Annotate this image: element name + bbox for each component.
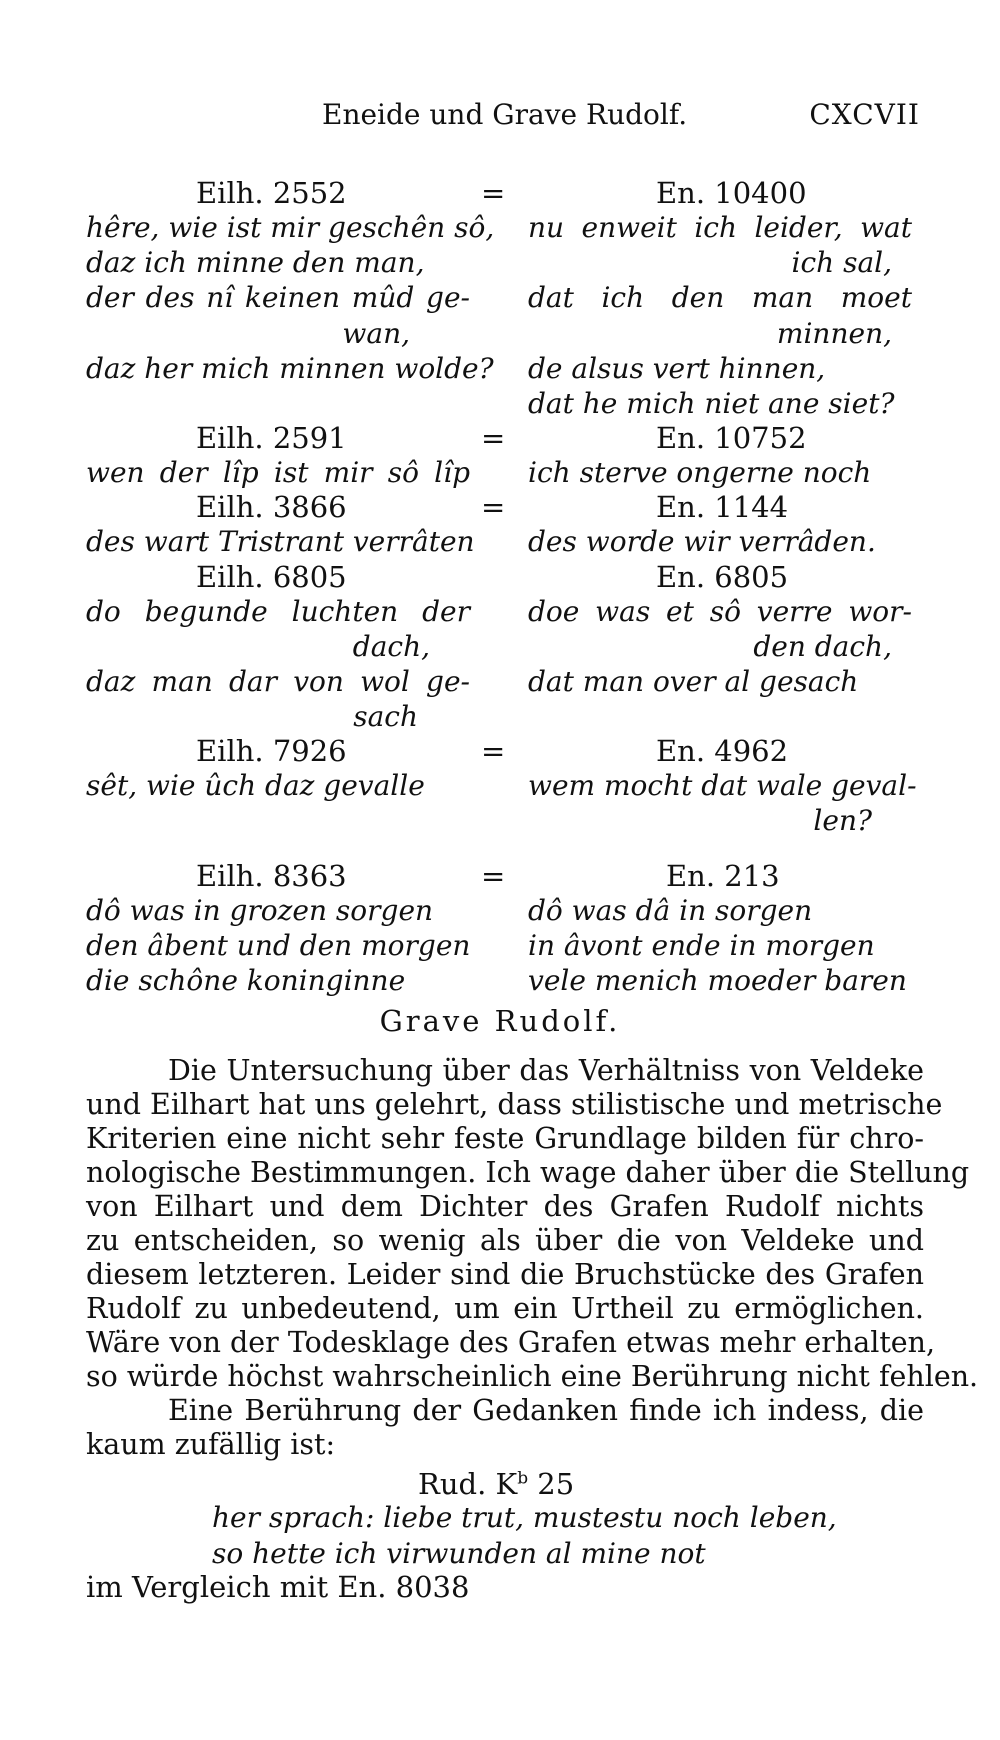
quote-reference-sup: b (517, 1468, 529, 1489)
eilhart-verses (86, 210, 495, 421)
verse-line: minnen, (776, 316, 892, 350)
quoted-verses (212, 1500, 837, 1572)
eilhart-reference: Eilh. 2552 (196, 176, 347, 210)
verse-line: do begunde luchten der (86, 594, 470, 628)
body-text (86, 1054, 979, 1462)
reference-row (86, 176, 924, 210)
page-number: CXCVII (809, 98, 920, 131)
verse-line: daz ich minne den man, (86, 246, 425, 280)
eneide-reference: En. 1144 (656, 490, 789, 525)
parallel-passages (86, 176, 924, 998)
closing-line: im Vergleich mit En. 8038 (86, 1570, 470, 1604)
eneide-reference: En. 6805 (656, 559, 789, 594)
text-line: Eine Berührung der Gedanken finde ich indess, die (168, 1394, 924, 1427)
verse-line: sach (353, 700, 418, 734)
eneide-verses (528, 455, 912, 490)
verse-line: den dach, (753, 629, 892, 663)
eneide-reference: En. 10400 (656, 176, 807, 210)
equals-sign: = (481, 734, 506, 769)
equals-sign: = (481, 421, 506, 456)
verse-line: dach, (352, 629, 430, 663)
verse-line: doe was et sô verre wor- (528, 594, 912, 628)
eilhart-verses (86, 594, 470, 735)
verse-columns (86, 455, 924, 490)
eneide-verses (528, 210, 912, 421)
verse-line: dô was in grozen sorgen (86, 893, 434, 927)
eilhart-verses (86, 524, 475, 559)
verse-line: wen der lîp ist mir sô lîp (86, 456, 470, 490)
verse-line: die schône koninginne (86, 964, 406, 997)
verse-columns (86, 524, 924, 559)
equals-sign: = (481, 490, 506, 525)
eneide-reference: En. 213 (666, 858, 780, 893)
verse-line: ich sterve ongerne noch (528, 456, 872, 490)
verse-columns (86, 594, 924, 735)
comparison-block (86, 859, 924, 999)
eneide-verses (528, 524, 912, 559)
text-line: nologische Bestimmungen. Ich wage daher über die Stellung (86, 1156, 970, 1189)
equals-sign: = (481, 858, 506, 893)
eilhart-reference: Eilh. 6805 (196, 559, 347, 594)
eneide-reference: En. 10752 (656, 421, 807, 456)
eilhart-reference: Eilh. 8363 (196, 858, 347, 893)
eneide-reference: En. 4962 (656, 734, 789, 769)
eilhart-verses (86, 893, 470, 999)
verse-line: in âvont ende in morgen (528, 928, 875, 962)
comparison-block (86, 421, 924, 490)
verse-columns (86, 768, 924, 838)
verse-line: so hette ich virwunden al mine not (212, 1537, 706, 1570)
verse-line: wem mocht dat wale geval- (528, 769, 917, 803)
verse-line: her sprach: liebe trut, mustestu noch leben, (212, 1501, 837, 1534)
reference-row (86, 560, 924, 594)
text-line: Wäre von der Todesklage des Grafen etwas mehr erhalten, (86, 1326, 936, 1359)
quote-reference-number: 25 (537, 1467, 575, 1501)
verse-line: wan, (342, 316, 410, 350)
text-line: Die Untersuchung über das Verhältniss von Veldeke (168, 1054, 924, 1087)
quote-reference-main: Rud. K (418, 1467, 518, 1501)
verse-line: de alsus vert hinnen, (528, 351, 826, 385)
verse-line: vele menich moeder baren (528, 964, 907, 997)
verse-columns (86, 210, 924, 421)
eneide-verses (528, 594, 912, 735)
eneide-verses (528, 893, 912, 999)
eilhart-verses (86, 455, 470, 490)
running-title: Eneide und Grave Rudolf. (322, 98, 688, 131)
verse-line: den âbent und den morgen (86, 928, 471, 962)
verse-line: der des nî keinen mûd ge- (86, 281, 470, 315)
text-line: Rudolf zu unbedeutend, um ein Urtheil zu ermöglichen. (86, 1292, 924, 1325)
text-line: Kriterien eine nicht sehr feste Grundlage bilden für chro- (86, 1122, 924, 1155)
verse-line: dô was dâ in sorgen (528, 893, 813, 927)
verse-line: hêre, wie ist mir geschên sô, (86, 211, 495, 244)
verse-line: dat ich den man moet (528, 281, 912, 315)
verse-line: dat man over al gesach (528, 664, 859, 698)
text-line: diesem letzteren. Leider sind die Bruchstücke des Grafen (86, 1258, 924, 1291)
eilhart-reference: Eilh. 3866 (196, 490, 347, 525)
verse-line: des wart Tristrant verrâten (86, 525, 475, 559)
reference-row (86, 490, 924, 524)
verse-line: ich sal, (791, 246, 892, 280)
verse-line: nu enweit ich leider, wat (528, 211, 912, 244)
reference-row (86, 421, 924, 455)
verse-line: daz her mich minnen wolde? (86, 351, 494, 385)
comparison-block (86, 560, 924, 735)
verse-line: des worde wir verrâden. (528, 525, 876, 559)
section-heading: Grave Rudolf. (379, 1004, 621, 1038)
eilhart-verses (86, 768, 470, 838)
quote-reference (418, 1467, 574, 1501)
eilhart-reference: Eilh. 7926 (196, 734, 347, 769)
text-line: und Eilhart hat uns gelehrt, dass stilistische und metrische (86, 1088, 943, 1121)
comparison-block (86, 734, 924, 838)
eneide-verses (528, 768, 917, 838)
comparison-block (86, 490, 924, 559)
text-line: von Eilhart und dem Dichter des Grafen Rudolf nichts (86, 1190, 924, 1223)
text-line: so würde höchst wahrscheinlich eine Berührung nicht fehlen. (86, 1360, 979, 1393)
running-header (90, 98, 920, 138)
comparison-block (86, 176, 924, 421)
eilhart-reference: Eilh. 2591 (196, 421, 347, 456)
reference-row (86, 859, 924, 893)
reference-row (86, 734, 924, 768)
verse-columns (86, 893, 924, 999)
equals-sign: = (481, 176, 506, 210)
verse-line: sêt, wie ûch daz gevalle (86, 769, 425, 803)
text-line: kaum zufällig ist: (86, 1428, 336, 1461)
verse-line: dat he mich niet ane siet? (528, 386, 895, 420)
verse-line: daz man dar von wol ge- (86, 664, 470, 698)
text-line: zu entscheiden, so wenig als über die von Veldeke und (86, 1224, 924, 1257)
verse-line: len? (813, 804, 872, 838)
